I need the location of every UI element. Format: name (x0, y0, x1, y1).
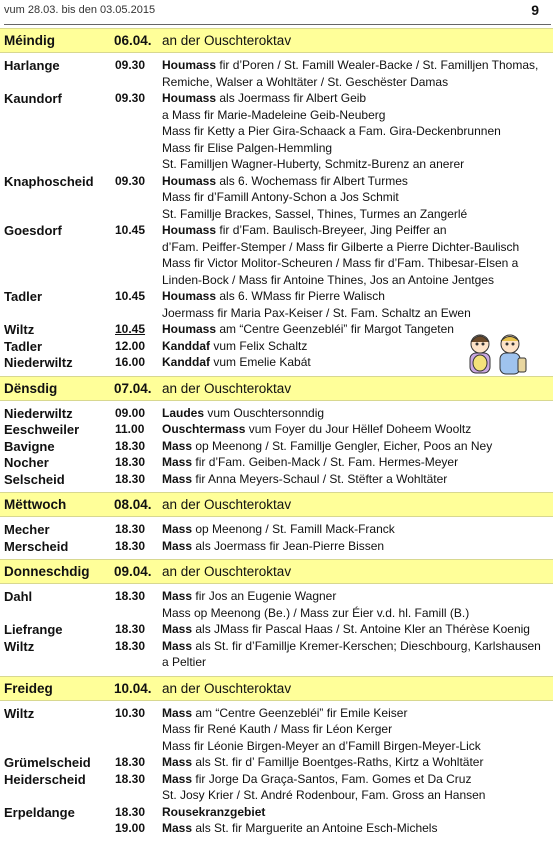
service-description (162, 706, 407, 720)
service-details: op Meenong / St. Famill Mack-Franck (192, 522, 395, 536)
service-type: Mass (162, 638, 193, 653)
mass-time: 19.00 (115, 821, 146, 835)
service-details: als Joermass fir Jean-Pierre Bissen (192, 538, 385, 553)
schedule-row (0, 256, 555, 272)
service-description (162, 108, 385, 122)
mass-time: 18.30 (115, 455, 146, 469)
schedule-row (0, 722, 555, 738)
day-date: 08.04. (114, 497, 152, 512)
service-details: als JMass fir Pascal Haas / St. Antoine Kler an Thérèse Koenig (192, 622, 530, 636)
parish-name: Liefrange (4, 622, 63, 637)
service-type: Mass (162, 471, 193, 486)
mass-time: 16.00 (115, 355, 146, 369)
mass-time: 18.30 (115, 804, 146, 819)
schedule-row (0, 108, 555, 124)
service-description (162, 124, 501, 138)
day-section-header (0, 376, 553, 401)
day-section-header (0, 28, 553, 53)
parish-name: Tadler (4, 289, 43, 304)
service-type: Mass (162, 522, 193, 536)
schedule-row (0, 141, 555, 157)
service-description (162, 141, 332, 155)
service-description (162, 240, 519, 254)
service-description (162, 622, 530, 636)
service-description (162, 91, 366, 105)
parish-name: Dahl (4, 589, 33, 604)
service-type: Kanddaf (162, 338, 210, 353)
liturgical-note: an der Ouschteroktav (162, 564, 292, 579)
service-details: Remiche, Walser a Wohltäter / St. Geschëster Damas (162, 74, 449, 89)
mass-time: 10.45 (115, 322, 146, 336)
schedule-row (0, 240, 555, 256)
schedule-row (0, 539, 555, 555)
service-details: als 6. Wochemass fir Albert Turmes (216, 173, 408, 188)
service-description (162, 157, 464, 171)
parish-name: Selscheid (4, 471, 65, 487)
day-section-header (0, 676, 553, 701)
service-type: Mass (162, 771, 193, 786)
parish-name: Grümelscheid (4, 755, 91, 770)
day-name: Méindig (4, 33, 55, 48)
service-details: als St. fir d’ Famillje Boentges-Raths, Kirtz a Wohltäter (192, 755, 484, 769)
service-details: als St. fir d’Famillje Kremer-Kerschen; Dieschbourg, Karlshausen (192, 638, 541, 653)
service-details: Mass fir René Kauth / Mass fir Léon Kerger (162, 722, 393, 736)
mass-time: 18.30 (115, 755, 146, 769)
service-details: vum Emelie Kabát (210, 355, 311, 369)
service-description (162, 273, 494, 287)
day-section-header (0, 492, 553, 517)
service-description (162, 522, 395, 536)
service-details: St. Famillje Brackes, Sassel, Thines, Turmes an Zangerlé (162, 206, 468, 221)
parish-name: Harlange (4, 58, 60, 73)
service-description (162, 788, 485, 802)
service-type: Mass (162, 821, 193, 835)
child-left (470, 335, 490, 373)
schedule-row (0, 472, 555, 488)
mass-time: 18.30 (115, 438, 146, 453)
service-details: fir Anna Meyers-Schaul / St. Stëfter a Wohltäter (192, 471, 448, 486)
mass-time: 11.00 (115, 422, 145, 436)
service-description (162, 772, 471, 786)
parish-name: Heiderscheid (4, 771, 86, 787)
service-details: Mass op Meenong (Be.) / Mass zur Éier v.d. hl. Famill (B.) (162, 605, 470, 620)
schedule-row (0, 655, 555, 671)
liturgical-note: an der Ouschteroktav (162, 33, 292, 48)
service-type: Houmass (162, 289, 217, 303)
schedule-row (0, 75, 555, 91)
day-date: 09.04. (114, 564, 152, 579)
parish-name: Erpeldange (4, 804, 75, 820)
mass-time: 18.30 (115, 622, 146, 636)
date-range: vum 28.03. bis den 03.05.2015 (4, 4, 156, 16)
schedule-row (0, 439, 555, 455)
liturgical-note: an der Ouschteroktav (162, 497, 292, 512)
schedule-row (0, 207, 555, 223)
service-details: am “Centre Geenzebléi” fir Margot Tangeten (216, 322, 454, 336)
service-description (162, 739, 481, 753)
service-type: Houmass (162, 173, 217, 188)
parish-name: Nocher (4, 455, 49, 470)
mass-time: 10.45 (115, 289, 146, 303)
day-name: Freideg (4, 680, 53, 696)
parish-name: Wiltz (4, 705, 35, 721)
schedule-row (0, 522, 555, 538)
schedule-row (0, 223, 555, 239)
service-description (162, 289, 385, 303)
schedule-row (0, 606, 555, 622)
service-details: als Joermass fir Albert Geib (216, 91, 367, 105)
service-details: Mass fir Elise Palgen-Hemmling (162, 140, 333, 155)
parish-name: Bavigne (4, 438, 55, 454)
service-description (162, 322, 454, 336)
mass-time: 09.00 (115, 405, 146, 420)
service-description (162, 606, 469, 620)
mass-time: 18.30 (115, 522, 146, 536)
service-details: vum Felix Schaltz (210, 338, 308, 353)
child-right (500, 335, 526, 374)
schedule-row (0, 788, 555, 804)
service-details: fir d’Fam. Geiben-Mack / St. Fam. Hermes-Meyer (192, 455, 459, 469)
service-type: Houmass (162, 223, 217, 237)
service-description (162, 58, 538, 72)
service-description (162, 655, 206, 669)
day-name: Donneschdig (4, 564, 90, 579)
schedule-row (0, 772, 555, 788)
page-number: 9 (531, 2, 539, 18)
service-description (162, 422, 471, 436)
parish-name: Mecher (4, 522, 50, 537)
day-name: Dënsdig (4, 380, 58, 396)
mass-time: 18.30 (115, 589, 146, 603)
service-description (162, 406, 324, 420)
service-description (162, 439, 492, 453)
service-description (162, 174, 408, 188)
schedule-row (0, 821, 555, 837)
service-details: Mass fir Léonie Birgen-Meyer an d’Famill Birgen-Meyer-Lick (162, 738, 481, 753)
schedule-row (0, 706, 555, 722)
service-type: Mass (162, 455, 193, 469)
mass-time: 10.45 (115, 223, 146, 237)
service-description (162, 223, 447, 237)
service-details: vum Ouschtersonndig (204, 405, 325, 420)
schedule-row (0, 289, 555, 305)
service-description (162, 306, 471, 320)
service-details: Joermass fir Maria Pax-Keiser / St. Fam. Schaltz an Ewen (162, 305, 471, 320)
header-rule (4, 24, 551, 25)
service-description (162, 75, 448, 89)
schedule-row (0, 190, 555, 206)
service-description (162, 256, 518, 270)
service-details: als St. fir Marguerite an Antoine Esch-Michels (192, 821, 438, 835)
service-type: Houmass (162, 322, 217, 336)
day-date: 06.04. (114, 33, 152, 48)
parish-name: Eeschweiler (4, 422, 80, 437)
service-details: am “Centre Geenzebléi” fir Emile Keiser (192, 705, 408, 720)
service-details: fir d’Fam. Baulisch-Breyeer, Jing Peiffer an (216, 223, 447, 237)
service-details: Linden-Bock / Mass fir Antoine Thines, Jos an Antoine Jentges (162, 272, 494, 287)
schedule-row (0, 755, 555, 771)
service-type: Houmass (162, 58, 217, 72)
page-header (4, 4, 551, 20)
schedule-row (0, 805, 555, 821)
service-type: Mass (162, 705, 193, 720)
service-type: Mass (162, 622, 193, 636)
service-details: fir Jorge Da Graça-Santos, Fam. Gomes et Da Cruz (192, 771, 472, 786)
day-name: Mëttwoch (4, 497, 67, 512)
schedule-row (0, 455, 555, 471)
service-type: Ouschtermass (162, 422, 246, 436)
parish-name: Kaundorf (4, 91, 62, 106)
schedule-row (0, 622, 555, 638)
service-details: Mass fir d’Famill Antony-Schon a Jos Schmit (162, 190, 399, 204)
service-type: Mass (162, 589, 193, 603)
parish-name: Niederwiltz (4, 405, 73, 421)
day-date: 10.04. (114, 680, 152, 696)
parish-name: Wiltz (4, 638, 35, 654)
schedule-row (0, 58, 555, 74)
service-description (162, 755, 483, 769)
liturgical-note: an der Ouschteroktav (162, 680, 292, 696)
service-type: Rousekranzgebiet (162, 804, 266, 819)
mass-time: 18.30 (115, 771, 146, 786)
service-description (162, 539, 384, 553)
liturgical-note: an der Ouschteroktav (162, 380, 292, 396)
mass-time: 10.30 (115, 705, 146, 720)
service-description (162, 821, 437, 835)
schedule-row (0, 91, 555, 107)
parish-name: Tadler (4, 338, 43, 354)
service-details: d’Fam. Peiffer-Stemper / Mass fir Gilberte a Pierre Dichter-Baulisch (162, 239, 520, 254)
mass-time: 09.30 (115, 58, 146, 72)
service-details: als 6. WMass fir Pierre Walisch (216, 289, 385, 303)
service-details: op Meenong / St. Famillje Gengler, Eicher, Poos an Ney (192, 438, 493, 453)
service-description (162, 339, 307, 353)
service-details: a Peltier (162, 655, 207, 669)
parish-name: Goesdorf (4, 223, 62, 238)
day-date: 07.04. (114, 380, 152, 396)
service-description (162, 472, 447, 486)
service-details: a Mass fir Marie-Madeleine Geib-Neuberg (162, 107, 386, 122)
mass-time: 18.30 (115, 638, 146, 653)
parish-name: Niederwiltz (4, 355, 73, 370)
schedule-row (0, 306, 555, 322)
schedule-row (0, 273, 555, 289)
service-details: St. Familljen Wagner-Huberty, Schmitz-Burenz an anerer (162, 157, 465, 171)
service-details: St. Josy Krier / St. André Rodenbour, Fam. Gross an Hansen (162, 788, 486, 802)
service-details: fir Jos an Eugenie Wagner (192, 589, 337, 603)
schedule-row (0, 174, 555, 190)
service-description (162, 455, 458, 469)
mass-time: 09.30 (115, 91, 146, 105)
parish-name: Merscheid (4, 538, 69, 554)
schedule-row (0, 157, 555, 173)
service-type: Kanddaf (162, 355, 210, 369)
service-type: Mass (162, 438, 193, 453)
parish-name: Knaphoscheid (4, 173, 94, 189)
service-details: fir d’Poren / St. Famill Wealer-Backe / St. Familljen Thomas, (216, 58, 539, 72)
service-details: Mass fir Ketty a Pier Gira-Schaack a Fam. Gira-Deckenbrunnen (162, 124, 501, 138)
service-description (162, 190, 399, 204)
service-description (162, 589, 336, 603)
service-type: Houmass (162, 91, 217, 105)
service-details: Mass fir Victor Molitor-Scheuren / Mass fir d’Fam. Thibesar-Elsen a (162, 256, 519, 270)
service-type: Mass (162, 755, 193, 769)
service-type: Mass (162, 538, 193, 553)
schedule-row (0, 639, 555, 655)
schedule-row (0, 589, 555, 605)
mass-time: 18.30 (115, 538, 146, 553)
day-section-header (0, 559, 553, 584)
service-description (162, 722, 392, 736)
mass-time: 18.30 (115, 471, 146, 486)
parish-name: Wiltz (4, 322, 35, 337)
schedule-row (0, 406, 555, 422)
service-description (162, 207, 467, 221)
mass-time: 12.00 (115, 338, 146, 353)
schedule-row (0, 739, 555, 755)
service-type: Laudes (162, 405, 205, 420)
schedule-row (0, 422, 555, 438)
schedule-row (0, 124, 555, 140)
mass-time: 09.30 (115, 173, 146, 188)
service-description (162, 639, 541, 653)
easter-children-illustration (458, 332, 534, 378)
service-description (162, 805, 265, 819)
service-details: vum Foyer du Jour Hëllef Doheem Wooltz (245, 422, 472, 436)
service-description (162, 355, 311, 369)
